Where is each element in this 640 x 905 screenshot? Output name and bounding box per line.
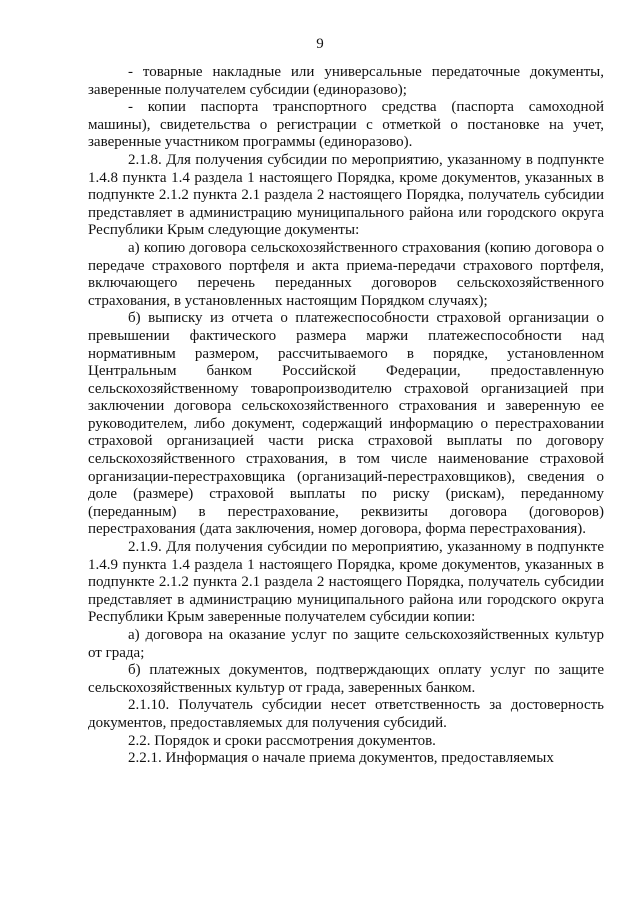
paragraph-2-2: 2.2. Порядок и сроки рассмотрения документов.: [128, 732, 436, 749]
paragraph-2-2-1: 2.2.1. Информация о начале приема документов, предоставляемых: [128, 750, 554, 767]
paragraph-insurance-contract: а) копию договора сельскохозяйственного страхования (копию договора о передаче страхового портфеля и акта приема-передачи страхового портфеля, включающего перечень переданных договоров сельскохозяйственного страхования, в установленных настоящим Порядком случаях);: [88, 239, 604, 309]
paragraph-2-1-10: 2.1.10. Получатель субсидии несет ответственность за достоверность документов, предоставляемых для получения субсидий.: [88, 697, 604, 731]
document-body: [88, 64, 604, 768]
paragraph-waybills: - товарные накладные или универсальные передаточные документы, заверенные получателем субсидии (единоразово);: [88, 64, 604, 98]
paragraph-payment-documents: б) платежных документов, подтверждающих оплату услуг по защите сельскохозяйственных культур от града, заверенных банком.: [88, 662, 604, 696]
paragraph-vehicle-passport: - копии паспорта транспортного средства (паспорта самоходной машины), свидетельства о регистрации с отметкой о постановке на учет, заверенные участником программы (единоразово).: [88, 99, 604, 151]
paragraph-2-1-8: 2.1.8. Для получения субсидии по мероприятию, указанному в подпункте 1.4.8 пункта 1.4 раздела 1 настоящего Порядка, кроме документов, указанных в подпункте 2.1.2 пункта 2.1 раздела 2 настоящего Порядка, получатель субсидии представляет в администрацию муниципального района или городского округа Республики Крым следующие документы:: [88, 151, 604, 239]
paragraph-2-1-9: 2.1.9. Для получения субсидии по мероприятию, указанному в подпункте 1.4.9 пункта 1.4 раздела 1 настоящего Порядка, кроме документов, указанных в подпункте 2.1.2 пункта 2.1 раздела 2 настоящего Порядка, получатель субсидии представляет в администрацию муниципального района или городского округа Республики Крым заверенные получателем субсидии копии:: [88, 539, 604, 626]
page-number: 9: [316, 36, 324, 52]
paragraph-solvency-report: б) выписку из отчета о платежеспособности страховой организации о превышении фактического размера маржи платежеспособности над нормативным размером, рассчитываемого в порядке, установленном Центральным банком Российской Федерации, предоставленную сельскохозяйственному товаропроизводителю страховой организацией при заключении договора сельскохозяйственного страхования и заверенную ее руководителем, либо документ, содержащий информацию о перестраховании страховой организацией части риска страховой выплаты по договору сельскохозяйственного страхования, в том числе наименование страховой организации-перестраховщика (организаций-перестраховщиков), сведения о доле (размере) страховой выплаты по риску (рискам), переданному (переданным) в перестрахование, реквизиты договора (договоров) перестрахования (дата заключения, номер договора, форма перестрахования).: [88, 310, 604, 538]
paragraph-hail-protection-contract: а) договора на оказание услуг по защите сельскохозяйственных культур от града;: [88, 627, 604, 661]
